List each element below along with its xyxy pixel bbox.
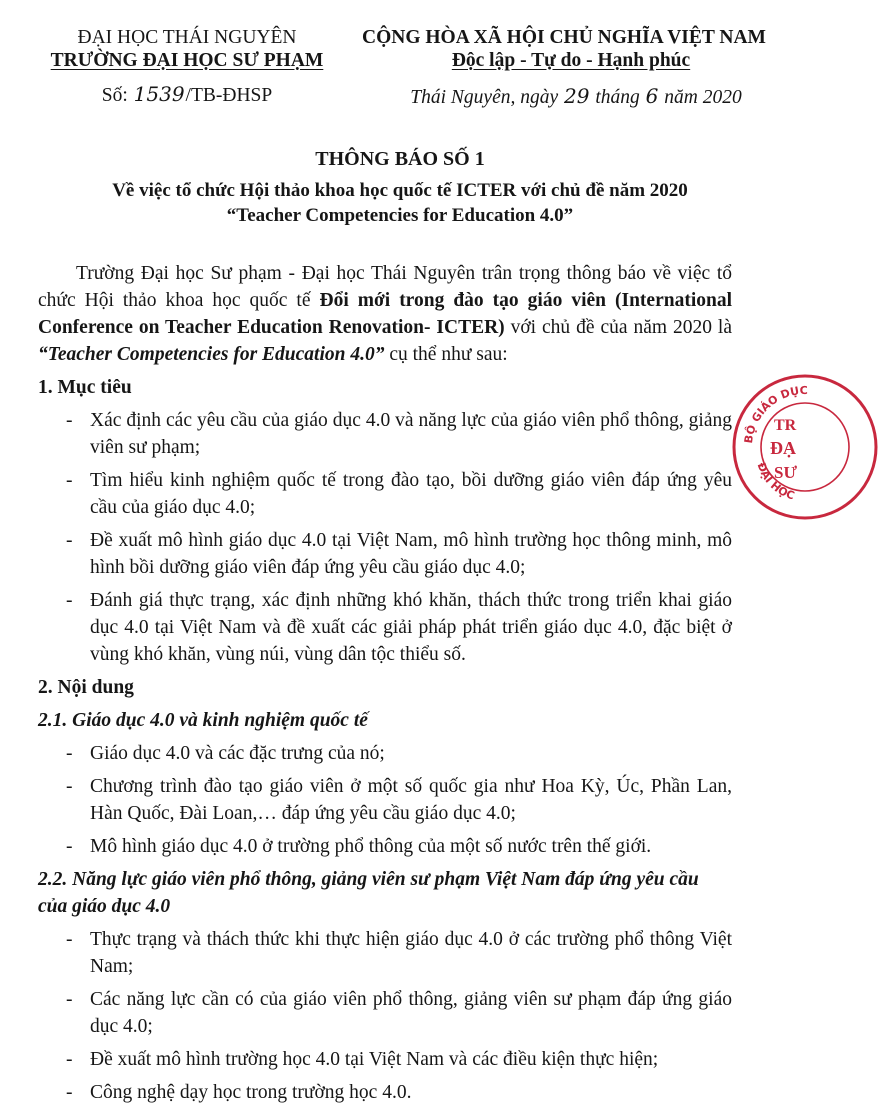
document-title: THÔNG BÁO SỐ 1 (315, 148, 485, 170)
list-item (38, 1079, 732, 1106)
school-name (42, 49, 332, 72)
bullet-dash: - (66, 989, 73, 1010)
document-subject-line2: “Teacher Competencies for Education 4.0” (226, 205, 574, 226)
university-name: ĐẠI HỌC THÁI NGUYÊN (77, 27, 297, 48)
section-2-1-heading: 2.1. Giáo dục 4.0 và kinh nghiệm quốc tế (38, 710, 368, 731)
list-item-text: Thực trạng và thách thức khi thực hiện giáo dục 4.0 ở các trường phổ thông Việt Nam; (90, 929, 732, 977)
list-item (38, 467, 732, 521)
seal-ring-text: BỘ GIÁO DỤC (742, 383, 808, 445)
intro-text-1: Trường Đại học Sư phạm - Đại học Thái Nguyên trân trọng thông báo về việc tổ chức Hội thảo khoa học quốc tế (38, 263, 732, 311)
issuer-block (42, 26, 332, 107)
list-item (38, 740, 732, 767)
list-item-text: Đánh giá thực trạng, xác định những khó khăn, thách thức trong triển khai giáo dục 4.0 tại Việt Nam và đề xuất các giải pháp phát triển giáo dục 4.0, đặc biệt ở vùng khó khăn, vùng núi, vùng dân tộc thiểu số. (90, 590, 732, 665)
section-1-list (38, 407, 732, 668)
ref-suffix: /TB-ĐHSP (185, 85, 273, 106)
document-title-block (0, 148, 800, 228)
seal-bottom-text: ĐẠI HỌC (754, 460, 797, 503)
date-day: 29 (564, 84, 590, 108)
intro-paragraph (38, 260, 732, 368)
list-item-text: Chương trình đào tạo giáo viên ở một số quốc gia như Hoa Kỳ, Úc, Phần Lan, Hàn Quốc, Đài Loan,… đáp ứng yêu cầu giáo dục 4.0; (90, 776, 732, 824)
official-seal-stamp (730, 372, 880, 522)
bullet-dash: - (66, 743, 73, 764)
section-2-2-heading: 2.2. Năng lực giáo viên phổ thông, giảng viên sư phạm Việt Nam đáp ứng yêu cầu của giáo dục 4.0 (38, 869, 699, 917)
list-item-text: Đề xuất mô hình trường học 4.0 tại Việt Nam và các điều kiện thực hiện; (90, 1049, 659, 1070)
seal-line-3: SƯ (774, 463, 797, 482)
national-motto (352, 49, 790, 72)
list-item (38, 986, 732, 1040)
list-item-text: Giáo dục 4.0 và các đặc trưng của nó; (90, 743, 385, 764)
list-item-text: Đề xuất mô hình giáo dục 4.0 tại Việt Nam, mô hình trường học thông minh, mô hình bồi dưỡng giáo viên đáp ứng yêu cầu giáo dục 4.0; (90, 530, 732, 578)
bullet-dash: - (66, 1082, 73, 1103)
intro-text-3: cụ thể như sau: (384, 344, 508, 365)
date-suffix: năm 2020 (659, 87, 742, 108)
list-item-text: Xác định các yêu cầu của giáo dục 4.0 và năng lực của giáo viên phổ thông, giảng viên sư phạm; (90, 410, 732, 458)
intro-text-2: với chủ đề của năm 2020 là (504, 317, 732, 338)
motto-text: Độc lập - Tự do - Hạnh phúc (451, 50, 691, 71)
country-name: CỘNG HÒA XÃ HỘI CHỦ NGHĨA VIỆT NAM (362, 27, 766, 48)
list-item-text: Tìm hiểu kinh nghiệm quốc tế trong đào tạo, bồi dưỡng giáo viên đáp ứng yêu cầu của giáo dục 4.0; (90, 470, 732, 518)
bullet-dash: - (66, 1049, 73, 1070)
national-header (338, 26, 790, 109)
issue-date (362, 84, 790, 109)
seal-line-2: ĐẠ (770, 438, 796, 458)
list-item-text: Mô hình giáo dục 4.0 ở trường phổ thông của một số nước trên thế giới. (90, 836, 652, 857)
date-prefix: Thái Nguyên, ngày (410, 87, 564, 108)
date-mid: tháng (590, 87, 645, 108)
seal-line-1: TR (774, 417, 797, 434)
ref-prefix: Số: (101, 85, 133, 106)
list-item-text: Công nghệ dạy học trong trường học 4.0. (90, 1082, 412, 1103)
bullet-dash: - (66, 929, 73, 950)
bullet-dash: - (66, 470, 73, 491)
bullet-dash: - (66, 590, 73, 611)
list-item (38, 926, 732, 980)
section-2-2-list (38, 926, 732, 1106)
list-item (38, 527, 732, 581)
document-subject-line1: Về việc tổ chức Hội thảo khoa học quốc tế ICTER với chủ đề năm 2020 (112, 180, 688, 201)
bullet-dash: - (66, 410, 73, 431)
list-item (38, 587, 732, 668)
section-2-heading: 2. Nội dung (38, 677, 134, 698)
conference-name: Đổi mới trong đào tạo giáo viên (International Conference on Teacher Education Renovation- ICTER) (38, 290, 732, 338)
bullet-dash: - (66, 836, 73, 857)
school-name-text: TRƯỜNG ĐẠI HỌC SƯ PHẠM (50, 50, 324, 71)
list-item (38, 833, 732, 860)
date-month: 6 (645, 84, 659, 108)
bullet-dash: - (66, 530, 73, 551)
document-body (38, 260, 732, 1112)
reference-number (42, 82, 332, 107)
bullet-dash: - (66, 776, 73, 797)
section-1-heading: 1. Mục tiêu (38, 377, 132, 398)
list-item (38, 407, 732, 461)
theme-name: “Teacher Competencies for Education 4.0” (38, 344, 385, 365)
list-item (38, 773, 732, 827)
seal-outer-ring (734, 376, 876, 518)
list-item (38, 1046, 732, 1073)
ref-number-handwritten: 1539 (133, 82, 185, 106)
section-2-1-list (38, 740, 732, 860)
list-item-text: Các năng lực cần có của giáo viên phổ thông, giảng viên sư phạm đáp ứng giáo dục 4.0; (90, 989, 732, 1037)
